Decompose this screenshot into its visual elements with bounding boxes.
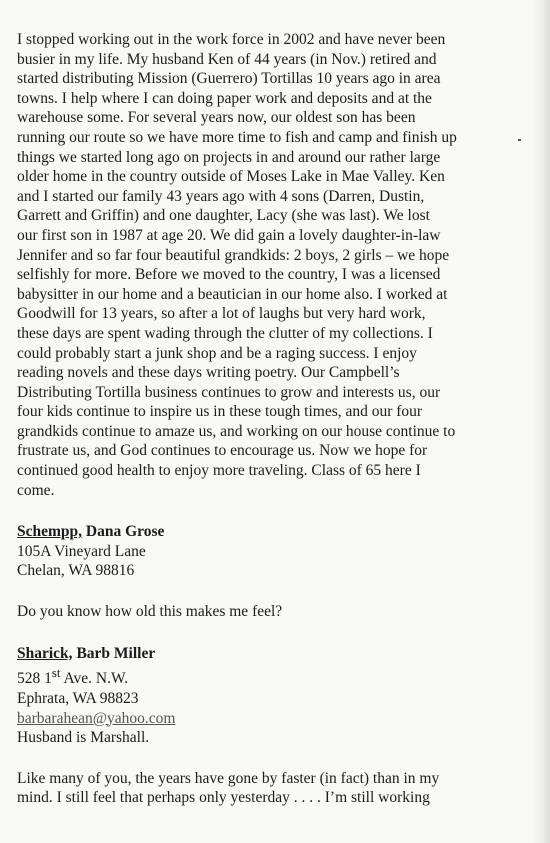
address-street: 105A Vineyard Lane [17,542,146,560]
entry-sharick [17,644,532,808]
address-city: Chelan, WA 98816 [17,562,135,580]
intro-paragraph: I stopped working out in the work force in 2002 and have never been busier in my life. My husband Ken of 44 years (in Nov.) retired and started distributing Mission (Guerrero) Tortillas 10 years ago in area towns. I help where I can doing paper work and deposits and at the warehouse some. For several years now, our oldest son has been running our route so we have more time to fish and camp and finish up things we started long ago on projects in and around our rather large older home in the country outside of Moses Lake in Mae Valley. Ken and I started our family 43 years ago with 4 sons (Darren, Dustin, Garrett and Griffin) and one daughter, Lacy (she was last). We lost our first son in 1987 at age 20. We did gain a lovely daughter-in-law Jennifer and so far four beautiful grandkids: 2 boys, 2 girls – we hope selfishly for more. Before we moved to the country, I was a licensed babysitter in our home and a beautician in our home also. I worked at Goodwill for 13 years, so after a lot of laughs but very hard work, these days are spent wading through the clutter of my collections. I could probably start a junk shop and be a raging success. I enjoy reading novels and these days writing poetry. Our Campbell’s Distributing Tortilla business continues to grow and interests us, our four kids continue to inspire us in these tough times, and our four grandkids continue to amaze us, and working on our house continue to frustrate us, and God continues to encourage us. Now we hope for continued good health to enjoy more traveling. Class of 65 here I come. [17,31,457,499]
full-name: Dana Grose [85,523,165,541]
full-name: Barb Miller [76,644,156,662]
address-city: Ephrata, WA 98823 [17,689,139,707]
address-ordinal: st [51,665,61,681]
page-content [17,30,532,808]
surname: Sharick, [17,644,73,662]
entry-paragraph: Like many of you, the years have gone by faster (in fact) than in my mind. I still feel that perhaps only yesterday . . . . I’m still working [17,769,440,807]
spouse-note: Husband is Marshall. [17,729,150,747]
email-line [17,709,532,729]
entry-note: Do you know how old this makes me feel? [17,603,283,621]
email-link[interactable]: barbarahean@yahoo.com [17,709,176,727]
address-street [17,663,532,689]
entry-heading [17,522,532,542]
entry-heading [17,644,532,664]
entry-schempp [17,522,532,621]
address-street-name: Ave. N.W. [60,670,129,688]
page-edge-shadow [532,0,550,843]
surname: Schempp, [17,523,83,541]
address-number: 528 1 [17,670,52,688]
